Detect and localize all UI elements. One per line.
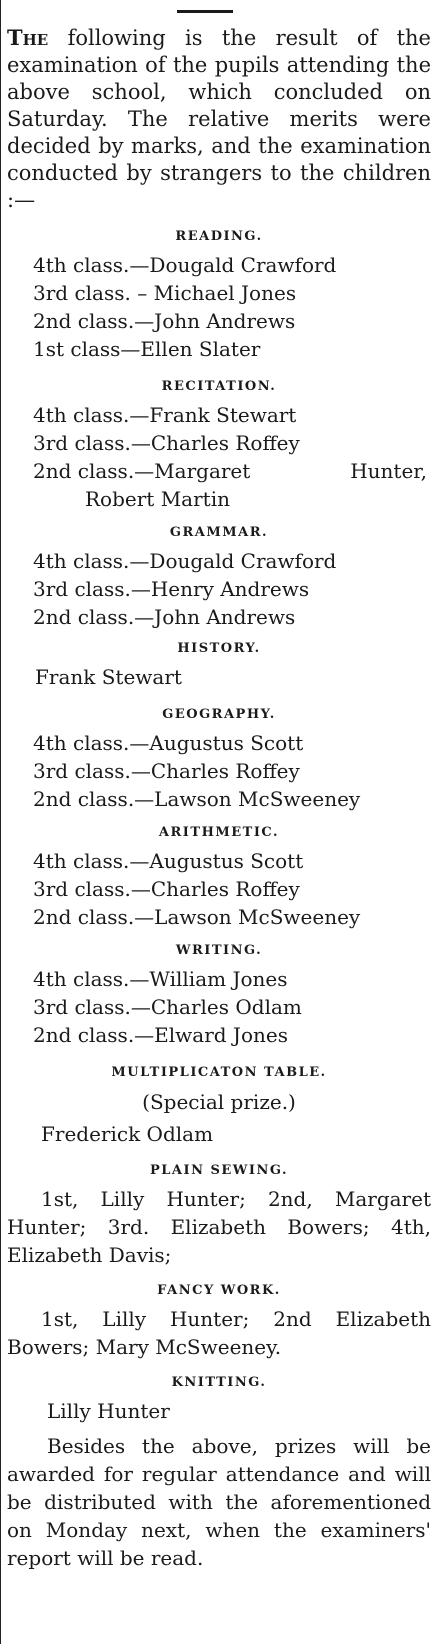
intro-lead: The: [7, 25, 49, 50]
fancy-work-section: [7, 1282, 431, 1361]
history-section: [7, 640, 431, 691]
geography-section: [7, 706, 431, 813]
intro-paragraph: [7, 24, 431, 214]
grammar-section: [7, 524, 431, 631]
recitation-continuation: Robert Martin: [85, 487, 230, 511]
arithmetic-heading: ARITHMETIC.: [158, 825, 280, 840]
intro-text: following is the result of the examination of the pupils attending the above school, which concluded on Saturday. The relative merits were decided by marks, and the examination conducted by strangers to the children :—: [7, 26, 431, 212]
writing-section: [7, 942, 431, 1049]
reading-line: 4th class.—Dougald Crawford: [33, 253, 337, 277]
multiplication-note: (Special prize.): [142, 1090, 296, 1114]
writing-line: 2nd class.—Elward Jones: [33, 1023, 288, 1047]
multiplication-heading: MULTIPLICATON TABLE.: [111, 1065, 327, 1080]
recitation-line: 4th class.—Frank Stewart: [33, 403, 297, 427]
knitting-section: [7, 1374, 431, 1425]
reading-line: 1st class—Ellen Slater: [33, 337, 261, 361]
grammar-line: 3rd class.—Henry Andrews: [33, 577, 310, 601]
reading-section: [7, 228, 431, 363]
plain-sewing-text: 1st, Lilly Hunter; 2nd, Margaret Hunter; 3rd. Elizabeth Bowers; 4th, Elizabeth Davis;: [7, 1187, 431, 1267]
plain-sewing-section: [7, 1162, 431, 1269]
recitation-section: [7, 378, 431, 513]
recitation-split-right: Hunter,: [350, 459, 427, 483]
recitation-split-left: 2nd class.—Margaret: [33, 459, 251, 483]
geography-heading: GEOGRAPHY.: [162, 707, 276, 722]
recitation-split-line: [7, 457, 431, 485]
closing-paragraph: Besides the above, prizes will be awarded for regular attendance and will be distributed with the aforementioned on Monday next, when the examiners' report will be read.: [7, 1434, 431, 1570]
grammar-heading: GRAMMAR.: [169, 525, 269, 540]
arithmetic-line: 4th class.—Augustus Scott: [33, 849, 304, 873]
history-line: Frank Stewart: [35, 665, 182, 689]
writing-heading: WRITING.: [175, 943, 263, 958]
fancy-work-text: 1st, Lilly Hunter; 2nd Elizabeth Bowers; Mary McSweeney.: [7, 1307, 431, 1359]
knitting-heading: KNITTING.: [171, 1375, 267, 1390]
history-heading: HISTORY.: [177, 641, 261, 656]
arithmetic-section: [7, 824, 431, 931]
knitting-name: Lilly Hunter: [47, 1399, 170, 1423]
closing-section: [7, 1432, 431, 1572]
top-rule: [177, 10, 233, 13]
recitation-line: 3rd class.—Charles Roffey: [33, 431, 300, 455]
geography-line: 4th class.—Augustus Scott: [33, 731, 304, 755]
plain-sewing-heading: PLAIN SEWING.: [149, 1163, 289, 1178]
fancy-work-heading: FANCY WORK.: [157, 1283, 281, 1298]
recitation-heading: RECITATION.: [161, 379, 277, 394]
arithmetic-line: 2nd class.—Lawson McSweeney: [33, 905, 361, 929]
geography-line: 3rd class.—Charles Roffey: [33, 759, 300, 783]
arithmetic-line: 3rd class.—Charles Roffey: [33, 877, 300, 901]
reading-line: 2nd class.—John Andrews: [33, 309, 296, 333]
geography-line: 2nd class.—Lawson McSweeney: [33, 787, 361, 811]
multiplication-section: [7, 1064, 431, 1148]
writing-line: 4th class.—William Jones: [33, 967, 288, 991]
reading-line: 3rd class. – Michael Jones: [33, 281, 297, 305]
grammar-line: 4th class.—Dougald Crawford: [33, 549, 337, 573]
multiplication-name: Frederick Odlam: [41, 1122, 214, 1146]
grammar-line: 2nd class.—John Andrews: [33, 605, 296, 629]
reading-heading: READING.: [175, 229, 263, 244]
writing-line: 3rd class.—Charles Odlam: [33, 995, 302, 1019]
